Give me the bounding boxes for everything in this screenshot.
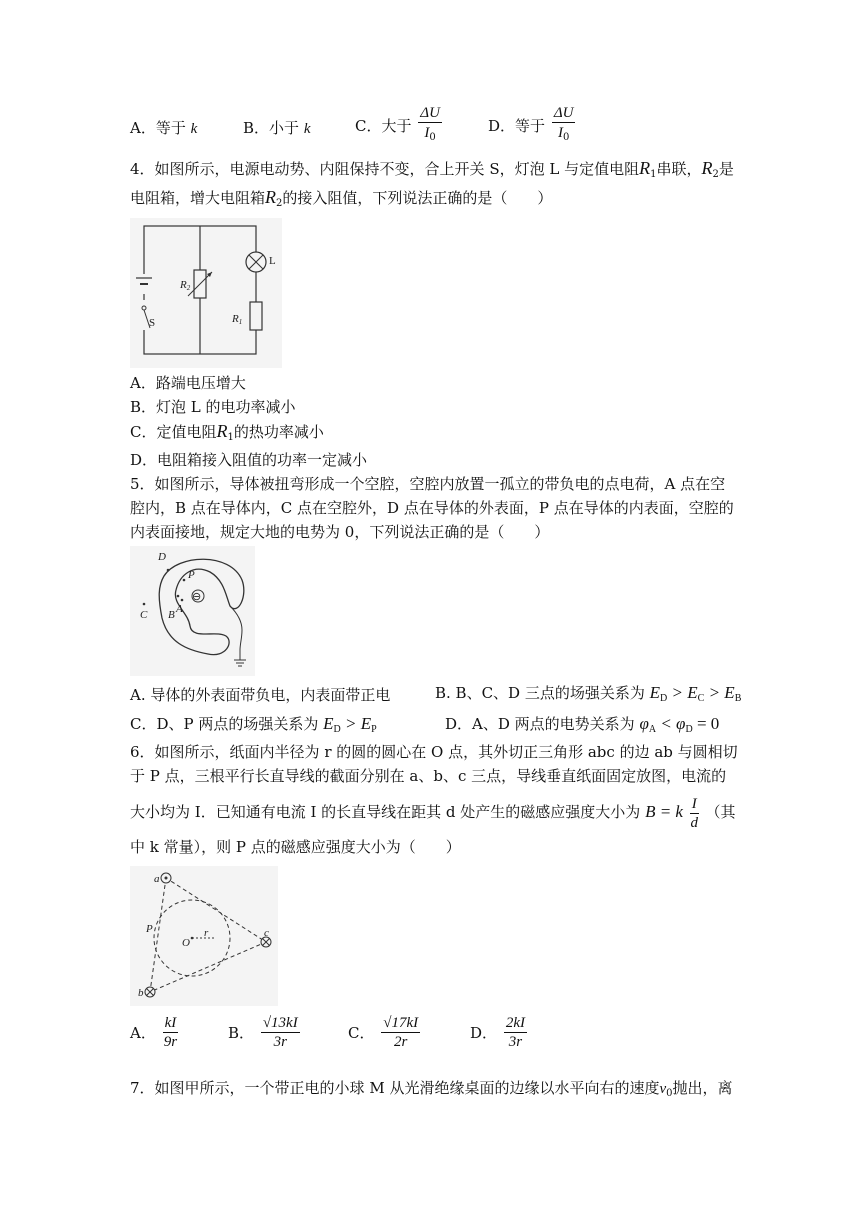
- lamp-label: L: [269, 255, 276, 267]
- q4-stem-text-2b: 的接入阻值，下列说法正确的是（ ）: [282, 189, 553, 207]
- q4-stem-line-1: [130, 158, 734, 185]
- q3-option-d-label: D．等于: [488, 117, 546, 135]
- q3-option-c-label: C．大于: [355, 117, 412, 135]
- q7-v0-sub: 0: [666, 1088, 673, 1099]
- q6-option-a: [130, 1014, 180, 1051]
- point-c-label: C: [140, 609, 148, 621]
- q6-stem-line-3: [130, 793, 736, 832]
- q5-option-d-expression: $\varphi_A < \varphi_D = 0$: [639, 714, 720, 735]
- q7-stem-line-1: [130, 1078, 733, 1104]
- q3-option-d: [488, 104, 577, 147]
- point-p-label: P: [146, 923, 153, 935]
- q4-r1-symbol: R: [639, 158, 651, 178]
- q5-option-d: [445, 713, 719, 735]
- q4-r2-sub: 2: [712, 169, 719, 180]
- q6-stem-line-1: 6．如图所示，纸面内半径为 r 的圆的圆心在 O 点，其外切正三角形 abc 的边 ab 与圆相切: [130, 743, 738, 761]
- q6-option-d-numerator: 2kI: [505, 1015, 525, 1031]
- q5-stem-line-2: 腔内，B 点在导体内，C 点在空腔外，D 点在导体的外表面，P 点在导体的内表面，空腔的: [130, 499, 734, 517]
- q7-stem-text-1a: 7．如图甲所示，一个带正电的小球 M 从光滑绝缘桌面的边缘以水平向右的速度: [130, 1079, 660, 1097]
- q6-option-d-label: D．: [470, 1024, 498, 1042]
- q6-option-c-denominator: 2r: [394, 1034, 408, 1050]
- q3-option-b: [243, 117, 310, 138]
- q6-option-a-fraction: [163, 1014, 179, 1051]
- point-d-label: D: [158, 551, 166, 563]
- q4-stem-text-1a: 4．如图所示，电源电动势、内阻保持不变，合上开关 S，灯泡 L 与定值电阻: [130, 160, 640, 178]
- q4-option-c-r1-sub: 1: [227, 432, 234, 443]
- q6-option-c-fraction: [381, 1014, 420, 1051]
- q5-conductor-figure: [130, 546, 255, 676]
- q6-option-b-numerator: √13kI: [262, 1015, 298, 1031]
- q5-option-c-expression: $E_D > E_P$: [323, 714, 377, 735]
- q6-formula-fraction: [690, 795, 699, 832]
- q6-option-a-numerator: kI: [164, 1015, 177, 1031]
- q4-option-c: [130, 421, 730, 448]
- point-b-label: b: [138, 987, 144, 999]
- r2-label: R2: [180, 279, 191, 292]
- q5-option-b-text: B. B、C、D 三点的场强关系为: [435, 684, 645, 702]
- q3-option-b-label: B．小于: [243, 119, 300, 137]
- q3-option-a: [130, 117, 197, 138]
- q5-stem-line-1: 5．如图所示，导体被扭弯形成一个空腔，空腔内放置一孤立的带负电的点电荷，A 点在空: [130, 475, 726, 493]
- q3-option-c-denominator-sub: 0: [429, 132, 436, 143]
- q6-stem-text-3c: （其: [705, 803, 736, 821]
- q6-stem-line-4: 中 k 常量），则 P 点的磁感应强度大小为（ ）: [130, 838, 461, 856]
- q3-option-a-label: A．等于: [130, 119, 186, 137]
- q4-option-c-r1: R: [216, 421, 228, 441]
- q5-opt-b-e-d: $E_D$: [649, 683, 668, 704]
- point-p-label: P: [188, 569, 195, 581]
- q3-option-b-var: k: [303, 121, 311, 137]
- q6-option-b: [228, 1014, 302, 1051]
- q6-triangle-diagram: [130, 866, 278, 1006]
- q3-option-d-numerator: ΔU: [553, 105, 574, 121]
- q6-stem-text-3a: 大小均为 I．已知通有电流 I 的长直导线在距其 d 处产生的磁感应强度大小为: [130, 803, 641, 821]
- q6-option-b-fraction: [261, 1014, 300, 1051]
- q6-stem-line-2: 于 P 点，三根平行长直导线的截面分别在 a、b、c 三点，导线垂直纸面固定放图，电流的: [130, 767, 727, 785]
- q5-conductor-diagram: [130, 546, 255, 676]
- q4-r1-sub: 1: [650, 169, 657, 180]
- point-b-label: B: [168, 609, 175, 621]
- q6-option-a-label: A．: [130, 1024, 156, 1042]
- q6-formula-numerator: I: [691, 795, 697, 812]
- q6-option-d-denominator: 3r: [508, 1034, 523, 1050]
- q7-stem-text-1b: 抛出，离: [672, 1079, 733, 1097]
- q5-opt-b-e-b: $E_B$: [724, 683, 742, 704]
- q4-option-d: D．电阻箱接入阻值的功率一定减小: [130, 451, 368, 469]
- negative-charge-icon: ⊖: [192, 591, 202, 603]
- q6-option-b-denominator: 3r: [273, 1034, 287, 1050]
- q4-stem-text-1c: 是: [718, 160, 734, 178]
- q6-option-b-label: B．: [228, 1024, 255, 1042]
- q4-option-c-text-a: C．定值电阻: [130, 423, 217, 441]
- point-o-label: O: [182, 937, 190, 949]
- q3-option-c-numerator: ΔU: [420, 105, 440, 121]
- q5-option-c: [130, 713, 377, 735]
- radius-label: r: [204, 927, 209, 939]
- q5-opt-b-e-c: $E_C$: [687, 683, 705, 704]
- q4-r2-symbol-2: R: [265, 187, 277, 207]
- r1-label: R1: [232, 313, 243, 326]
- q4-option-a: A．路端电压增大: [130, 374, 246, 392]
- q3-option-a-var: k: [190, 121, 198, 137]
- point-c-label: c: [264, 927, 269, 939]
- q4-stem-text-1b: 串联，: [656, 160, 702, 178]
- q5-option-a: A. 导体的外表面带负电，内表面带正电: [130, 686, 391, 704]
- point-a-label: A: [176, 603, 183, 615]
- q6-option-a-denominator: 9r: [163, 1034, 178, 1050]
- q6-option-c-numerator: √17kI: [383, 1015, 419, 1031]
- q3-option-d-denominator-sub: 0: [562, 132, 570, 143]
- q7-v0-symbol: v: [659, 1081, 667, 1097]
- q5-option-d-text: D．A、D 两点的电势关系为: [445, 715, 635, 733]
- q3-option-d-fraction: [552, 104, 576, 147]
- q3-option-c: [355, 104, 444, 147]
- q5-option-b: [435, 682, 741, 704]
- q5-stem-line-3: 内表面接地，规定大地的电势为 0，下列说法正确的是（ ）: [130, 523, 550, 541]
- q4-r2-symbol: R: [701, 158, 713, 178]
- q3-option-c-fraction: [418, 104, 442, 147]
- q6-formula-denominator: d: [690, 814, 699, 831]
- q4-option-b: B．灯泡 L 的电功率减小: [130, 398, 296, 416]
- q6-formula-lhs: B = k: [645, 802, 683, 821]
- q6-option-d: [470, 1014, 529, 1051]
- q6-option-d-fraction: [504, 1014, 527, 1051]
- q6-option-c: [348, 1014, 422, 1051]
- point-a-label: a: [154, 873, 160, 885]
- q5-option-b-expression: $E_D > E_C > E_B$: [649, 683, 742, 704]
- q5-option-c-text: C．D、P 两点的场强关系为: [130, 715, 319, 733]
- q4-stem-text-2a: 电阻箱，增大电阻箱: [130, 189, 266, 207]
- q4-circuit-figure: [130, 218, 282, 368]
- q4-stem-line-2: [130, 187, 730, 214]
- q6-option-c-label: C．: [348, 1024, 375, 1042]
- q3-option-c-denominator: I: [424, 125, 430, 141]
- q3-option-d-denominator: I: [557, 125, 563, 141]
- q4-circuit-diagram: [130, 218, 282, 368]
- q4-r2-sub-2: 2: [276, 198, 283, 209]
- switch-label: S: [149, 317, 156, 329]
- q4-option-c-text-b: 的热功率减小: [233, 423, 324, 441]
- q6-triangle-figure: [130, 866, 278, 1006]
